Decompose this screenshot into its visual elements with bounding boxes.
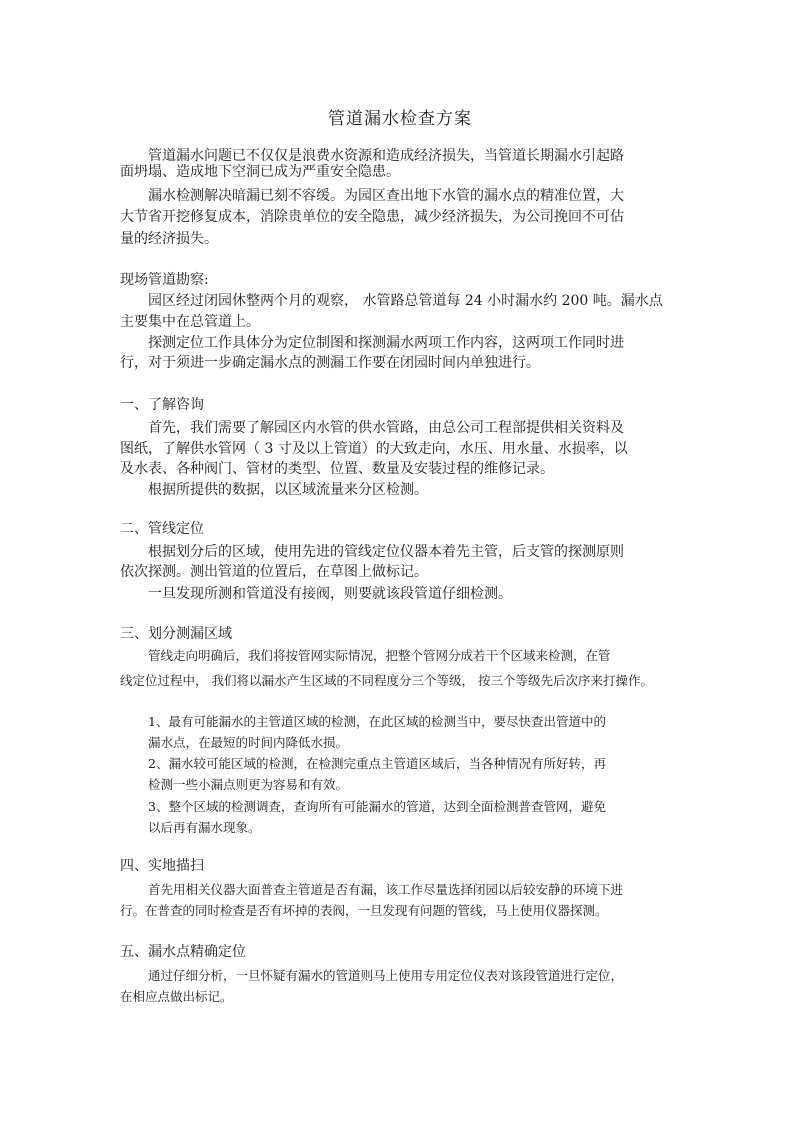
section-heading: 二、管线定位: [120, 521, 204, 537]
paragraph-line: 管线走向明确后，我们将按管网实际情况，把整个管网分成若干个区域来检测，在管: [148, 648, 611, 663]
paragraph-line: 根据划分后的区域，使用先进的管线定位仪器本着先主管，后支管的探测原则: [148, 544, 624, 560]
list-item-line: 检测一些小漏点则更为容易和有效。: [148, 777, 349, 792]
paragraph-line: 行。在普查的同时检查是否有坏掉的表阀，一旦发现有问题的管线，马上使用仪器探测。: [120, 903, 608, 918]
list-item-line: 2、漏水较可能区域的检测，在检测完重点主管道区域后，当各种情况有所好转，再: [148, 756, 606, 771]
paragraph-line: 依次探测。测出管道的位置后，在草图上做标记。: [120, 564, 428, 580]
section-heading: 五、漏水点精确定位: [120, 944, 246, 960]
paragraph-line: 首先，我们需要了解园区内水管的供水管路，由总公司工程部提供相关资料及: [148, 420, 624, 436]
paragraph-line: 首先用相关仪器大面普查主管道是否有漏，该工作尽量选择闭园以后较安静的环境下进: [148, 882, 624, 897]
paragraph-line: 主要集中在总管道上。: [120, 314, 260, 330]
paragraph-line: 线定位过程中， 我们将以漏水产生区域的不同程度分三个等级， 按三个等级先后次序来打操作。: [120, 673, 653, 688]
section-heading: 一、了解咨询: [120, 397, 204, 413]
list-item-line: 1、最有可能漏水的主管道区域的检测，在此区域的检测当中，要尽快查出管道中的: [148, 714, 606, 729]
paragraph-line: 图纸，了解供水管网（ 3 寸及以上管道）的大致走向，水压、用水量、水损率，以: [120, 441, 628, 457]
paragraph-line: 根据所提供的数据，以区域流量来分区检测。: [148, 482, 428, 498]
paragraph-line: 园区经过闭园休整两个月的观察， 水管路总管道每 24 小时漏水约 200 吨。漏水点: [148, 293, 663, 309]
page-title: 管道漏水检查方案: [328, 109, 472, 129]
paragraph-line: 行，对于须进一步确定漏水点的测漏工作要在闭园时间内单独进行。: [120, 355, 540, 371]
paragraph-line: 及水表、各种阀门、管材的类型、位置、数量及安装过程的维修记录。: [120, 461, 554, 477]
paragraph-line: 在相应点做出标记。: [120, 989, 233, 1004]
paragraph-line: 量的经济损失。: [120, 231, 218, 247]
paragraph-line: 通过仔细分析，一旦怀疑有漏水的管道则马上使用专用定位仪表对该段管道进行定位，: [148, 968, 624, 983]
paragraph-line: 探测定位工作具体分为定位制图和探测漏水两项工作内容，这两项工作同时进: [148, 335, 624, 351]
paragraph-line: 面坍塌、造成地下空洞已成为严重安全隐患。: [120, 164, 400, 180]
section-heading: 四、实地描扫: [120, 858, 204, 874]
paragraph-line: 一旦发现所测和管道没有接阀，则要就该段管道仔细检测。: [148, 586, 512, 602]
paragraph-line: 管道漏水问题已不仅仅是浪费水资源和造成经济损失，当管道长期漏水引起路: [148, 148, 624, 164]
section-heading: 现场管道勘察:: [120, 272, 209, 288]
paragraph-line: 大节省开挖修复成本，消除贵单位的安全隐患，减少经济损失，为公司挽回不可估: [120, 209, 624, 225]
section-heading: 三、划分测漏区域: [120, 626, 232, 642]
list-item-line: 3、整个区域的检测调查，查询所有可能漏水的管道，达到全面检测普查管网，避免: [148, 799, 606, 814]
paragraph-line: 漏水检测解决暗漏已刻不容缓。为园区查出地下水管的漏水点的精准位置，大: [148, 188, 624, 204]
list-item-line: 漏水点，在最短的时间内降低水损。: [148, 735, 349, 750]
list-item-line: 以后再有漏水现象。: [148, 820, 261, 835]
